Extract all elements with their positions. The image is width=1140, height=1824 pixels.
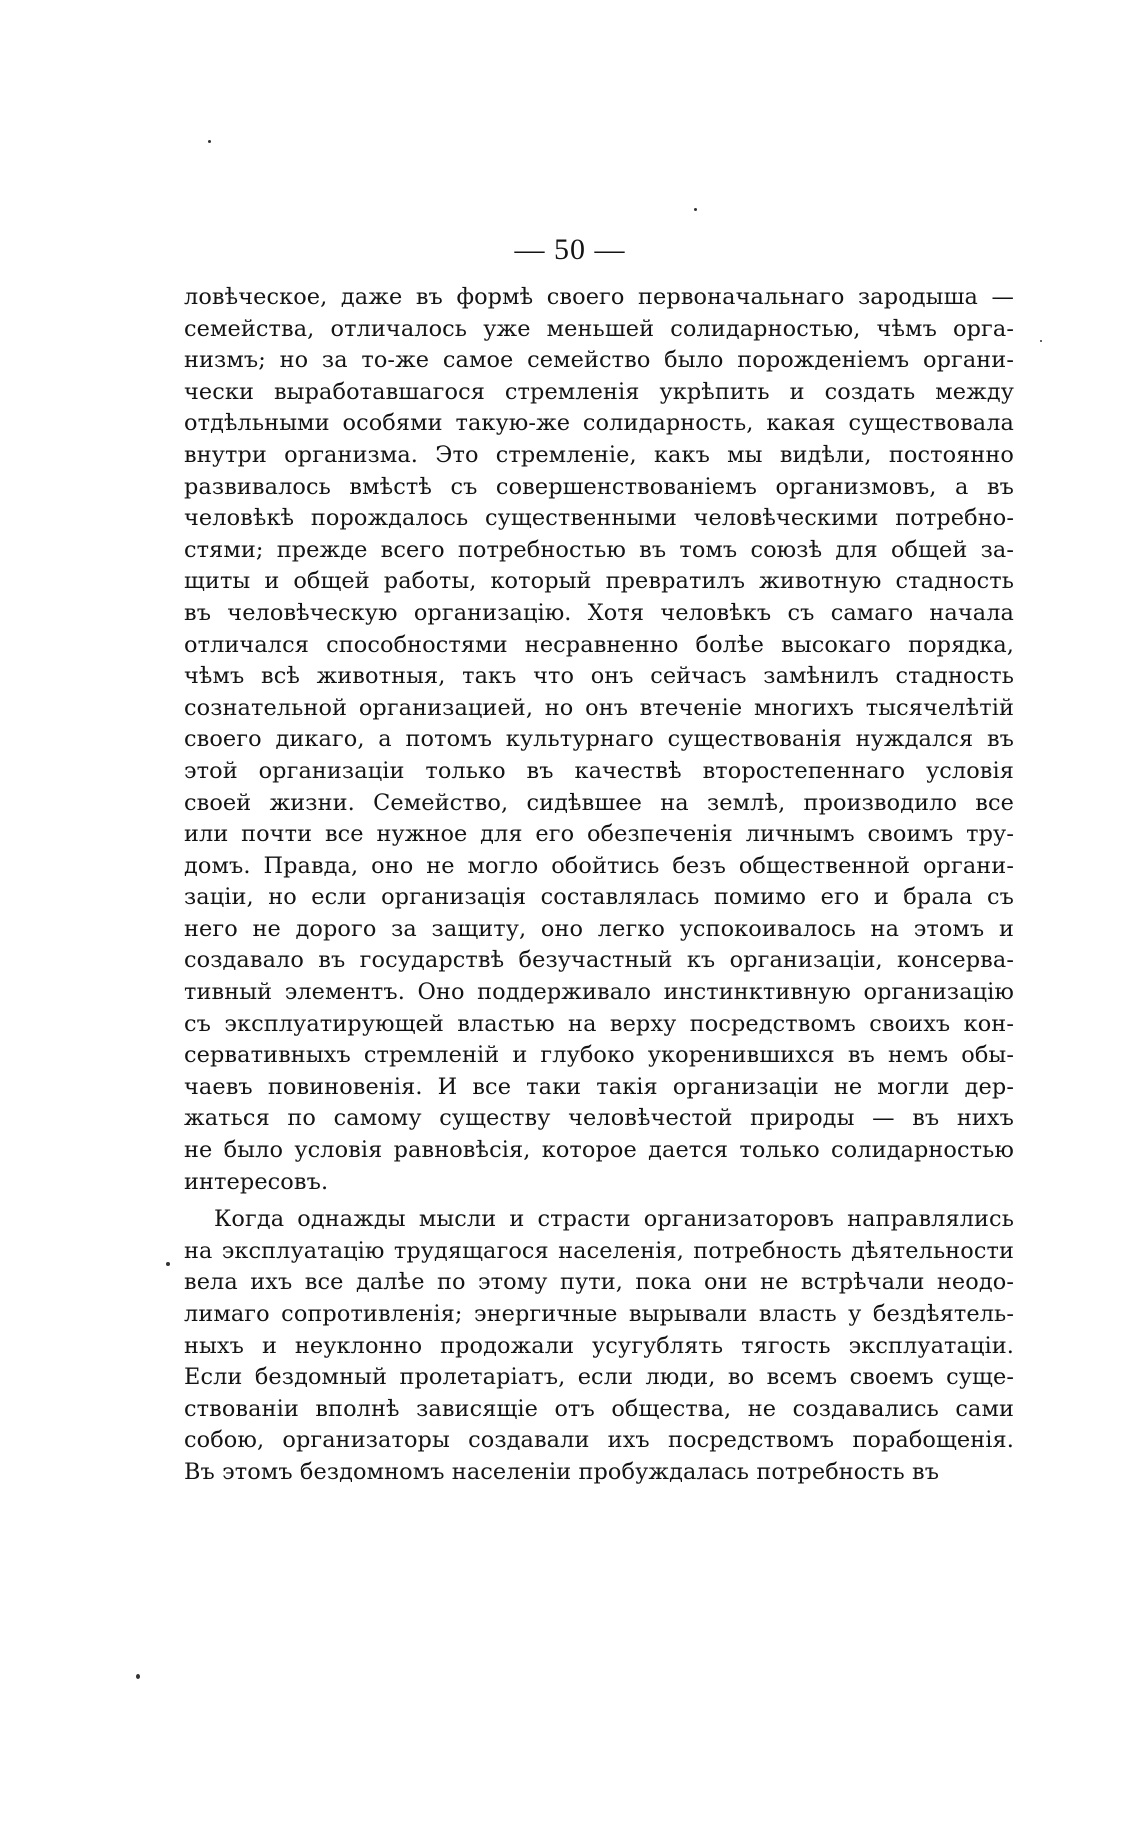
text-line: человѣкѣ порождалось существенными человѣческими потребно- bbox=[184, 505, 1014, 532]
text-line: внутри организма. Это стремленіе, какъ мы видѣли, постоянно bbox=[184, 441, 1014, 468]
text-line: отдѣльными особями такую-же солидарность, какая существовала bbox=[184, 410, 1014, 437]
paragraph-2 bbox=[184, 1204, 1014, 1488]
text-line: заціи, но если организація составлялась помимо его и брала съ bbox=[184, 884, 1014, 911]
text-line: не было условія равновѣсія, которое дается только солидарностью bbox=[184, 1137, 1014, 1164]
scan-speck bbox=[1040, 340, 1042, 342]
text-line: создавало въ государствѣ безучастный къ организаціи, консерва- bbox=[184, 947, 1014, 974]
text-line: собою, организаторы создавали ихъ посредствомъ порабощенія. bbox=[184, 1427, 1014, 1454]
page-number: — 50 — bbox=[514, 233, 626, 266]
scan-speck bbox=[136, 1674, 140, 1679]
scan-speck bbox=[166, 1262, 170, 1266]
text-line: чѣмъ всѣ животныя, такъ что онъ сейчасъ замѣнилъ стадность bbox=[184, 663, 1014, 690]
text-line: чески выработавшагося стремленія укрѣпить и создать между bbox=[184, 378, 1014, 405]
text-line: щиты и общей работы, который превратилъ животную стадность bbox=[184, 568, 1014, 595]
text-line: Въ этомъ бездомномъ населеніи пробуждалась потребность въ bbox=[184, 1458, 940, 1485]
paragraph-1 bbox=[184, 282, 1014, 1198]
text-line: Если бездомный пролетаріатъ, если люди, во всемъ своемъ суще- bbox=[184, 1364, 1014, 1391]
text-line: своей жизни. Семейство, сидѣвшее на землѣ, производило все bbox=[184, 789, 1014, 816]
text-line: тивный элементъ. Оно поддерживало инстинктивную организацію bbox=[184, 979, 1014, 1006]
text-line: стями; прежде всего потребностью въ томъ союзѣ для общей за- bbox=[184, 536, 1014, 563]
text-line: семейства, отличалось уже меньшей солидарностью, чѣмъ орга- bbox=[184, 315, 1014, 342]
text-line: или почти все нужное для его обезпеченія личнымъ своимъ тру- bbox=[184, 821, 1014, 848]
text-line: домъ. Правда, оно не могло обойтись безъ общественной органи- bbox=[184, 852, 1014, 879]
text-line: сервативныхъ стремленій и глубоко укоренившихся въ немъ обы- bbox=[184, 1042, 1014, 1069]
text-line: чаевъ повиновенія. И все таки такія организаціи не могли дер- bbox=[184, 1073, 1014, 1100]
text-line: интересовъ. bbox=[184, 1168, 329, 1195]
text-line: ныхъ и неуклонно продожали усугублять тягость эксплуатаціи. bbox=[184, 1332, 1014, 1359]
text-line: жаться по самому существу человѣчестой природы — въ нихъ bbox=[184, 1105, 1014, 1132]
scan-speck bbox=[208, 140, 211, 143]
text-line: этой организаціи только въ качествѣ второстепеннаго условія bbox=[184, 757, 1014, 784]
text-line: Когда однажды мысли и страсти организаторовъ направлялись bbox=[214, 1206, 1014, 1233]
text-line: вела ихъ все далѣе по этому пути, пока они не встрѣчали неодо- bbox=[184, 1269, 1014, 1296]
text-line: низмъ; но за то-же самое семейство было порожденіемъ органи- bbox=[184, 347, 1014, 374]
text-line: на эксплуатацію трудящагося населенія, потребность дѣятельности bbox=[184, 1237, 1014, 1264]
text-line: ловѣческое, даже въ формѣ своего первоначальнаго зародыша — bbox=[184, 284, 1014, 310]
scan-speck bbox=[694, 208, 697, 211]
text-line: лимаго сопротивленія; энергичные вырывали власть у бездѣятель- bbox=[184, 1301, 1014, 1327]
text-line: сознательной организацией, но онъ втеченіе многихъ тысячелѣтій bbox=[184, 694, 1014, 721]
text-line: своего дикаго, а потомъ культурнаго существованія нуждался въ bbox=[184, 726, 1014, 753]
text-line: отличался способностями несравненно болѣе высокаго порядка, bbox=[184, 631, 1014, 658]
text-line: развивалось вмѣстѣ съ совершенствованіемъ организмовъ, а въ bbox=[184, 473, 1014, 500]
text-line: въ человѣческую организацію. Хотя человѣкъ съ самаго начала bbox=[184, 599, 1014, 626]
body-text bbox=[184, 282, 1014, 1489]
text-line: него не дорого за защиту, оно легко успокоивалось на этомъ и bbox=[184, 915, 1014, 942]
text-line: съ эксплуатирующей властью на верху посредствомъ своихъ кон- bbox=[184, 1010, 1014, 1037]
text-line: ствованіи вполнѣ зависящіе отъ общества, не создавались сами bbox=[184, 1395, 1014, 1422]
